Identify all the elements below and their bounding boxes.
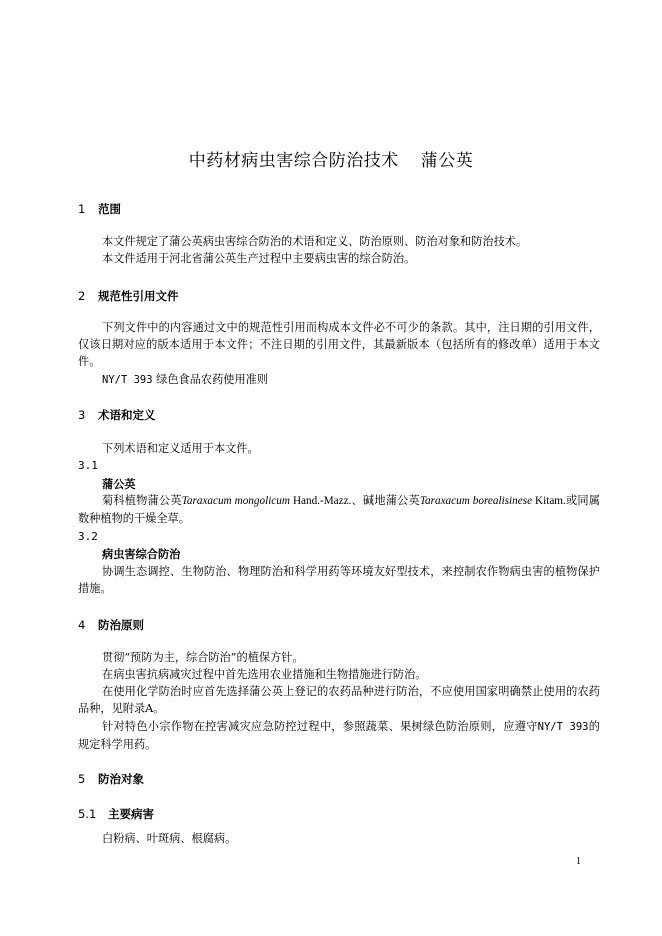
section-1-paragraph-1: 本文件规定了蒲公英病虫害综合防治的术语和定义、防治原则、防治对象和防治技术。 bbox=[102, 235, 528, 248]
section-5-heading: 5 防治对象 bbox=[78, 772, 144, 786]
section-4-paragraph-3: 在使用化学防治时应首先选择蒲公英上登记的农药品种进行防治，不应使用国家明确禁止使用的农药品种，见附录A。 bbox=[78, 685, 600, 715]
reference-code: NY/T 393 bbox=[102, 374, 153, 386]
title-main: 中药材病虫害综合防治技术 bbox=[188, 151, 399, 171]
section-3-paragraph-1: 下列术语和定义适用于本文件。 bbox=[102, 442, 259, 455]
reference-title: 绿色食品农药使用准则 bbox=[156, 373, 269, 386]
section-2-heading: 2 规范性引用文件 bbox=[78, 289, 179, 303]
term-3-1-number: 3.1 bbox=[78, 459, 98, 472]
species-name-2: Taraxacum borealisinese bbox=[419, 495, 533, 507]
section-2-paragraph-1: 下列文件中的内容通过文中的规范性引用而构成本文件必不可少的条款。其中，注日期的引用文件，仅该日期对应的版本适用于本文件；不注日期的引用文件，其最新版本（包括所有的修改单）适用于本文件。 bbox=[78, 321, 600, 368]
term-3-2-number: 3.2 bbox=[78, 530, 98, 543]
normative-reference bbox=[78, 371, 600, 389]
term-3-1-definition: 菊科植物蒲公英Taraxacum mongolicum Hand.-Mazz.、碱地蒲公英Taraxacum borealisinese Kitam.或同属数种植物的干燥全草。 bbox=[78, 494, 600, 525]
section-5-1-heading: 5.1 主要病害 bbox=[78, 807, 154, 821]
document-title bbox=[0, 146, 662, 171]
term-3-1-title: 蒲公英 bbox=[102, 478, 136, 491]
term-3-2-definition: 协调生态调控、生物防治、物理防治和科学用药等环境友好型技术，来控制农作物病虫害的植物保护措施。 bbox=[78, 565, 600, 595]
inline-reference-code: NY/T 393 bbox=[537, 721, 589, 733]
page-number: 1 bbox=[576, 856, 581, 867]
species-name-1: Taraxacum mongolicum bbox=[181, 495, 290, 507]
section-4-paragraph-1: 贯彻“预防为主，综合防治”的植保方针。 bbox=[102, 651, 304, 664]
title-subject: 蒲公英 bbox=[420, 151, 474, 171]
section-4-paragraph-2: 在病虫害抗病减灾过程中首先选用农业措施和生物措施进行防治。 bbox=[102, 668, 427, 681]
section-1-paragraph-2: 本文件适用于河北省蒲公英生产过程中主要病虫害的综合防治。 bbox=[102, 252, 416, 265]
section-5-1-paragraph: 白粉病、叶斑病、根腐病。 bbox=[102, 832, 237, 845]
section-4-paragraph-4: 针对特色小宗作物在控害减灾应急防控过程中，参照蔬菜、果树绿色防治原则，应遵守NY/T 393的规定科学用药。 bbox=[78, 720, 600, 751]
section-4-heading: 4 防治原则 bbox=[78, 618, 144, 632]
section-1-heading: 1 范围 bbox=[78, 202, 121, 216]
term-3-2-title: 病虫害综合防治 bbox=[102, 548, 181, 561]
section-3-heading: 3 术语和定义 bbox=[78, 408, 156, 422]
